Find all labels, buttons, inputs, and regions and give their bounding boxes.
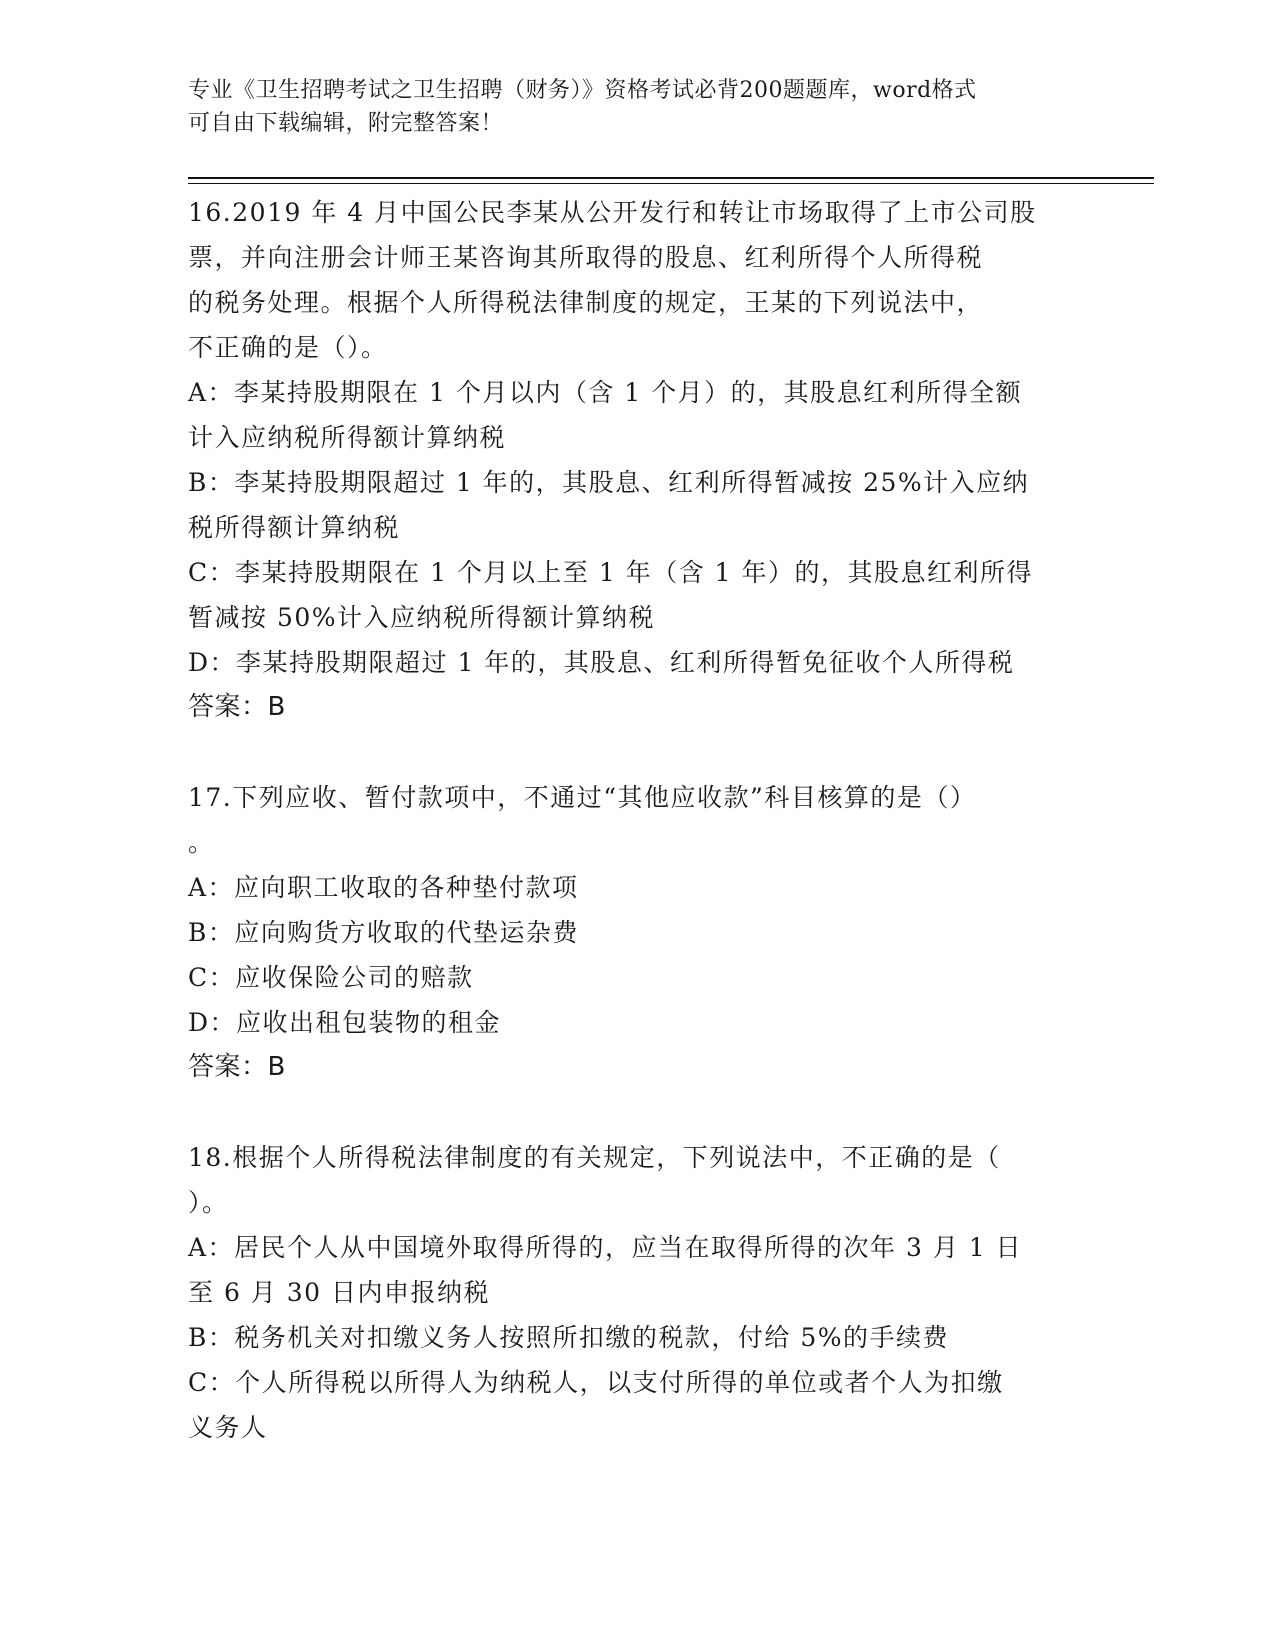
header-rule-thick <box>188 177 1154 179</box>
question-stem-line: 16.2019 年 4 月中国公民李某从公开发行和转让市场取得了上市公司股 <box>188 198 1037 227</box>
option-d-line: D：李某持股期限超过 1 年的，其股息、红利所得暂免征收个人所得税 <box>188 648 1015 677</box>
header-rule-thin <box>188 183 1154 184</box>
option-a-line: A：应向职工收取的各种垫付款项 <box>188 873 579 902</box>
question-16 <box>188 190 1088 730</box>
question-18 <box>188 1135 1088 1450</box>
question-spacer <box>188 730 1088 775</box>
option-b-line: 税所得额计算纳税 <box>188 513 401 542</box>
document-header <box>188 74 1088 140</box>
answer-label: 答案：B <box>188 692 286 722</box>
option-c-line: 暂减按 50%计入应纳税所得额计算纳税 <box>188 603 656 632</box>
header-line-1: 专业《卫生招聘考试之卫生招聘（财务）》资格考试必背200题题库，word格式 <box>188 78 977 103</box>
question-list <box>188 190 1088 1450</box>
option-c-line: C：应收保险公司的赔款 <box>188 963 474 992</box>
question-stem-line: ）。 <box>188 1188 229 1217</box>
option-c-line: 义务人 <box>188 1413 268 1442</box>
option-b-line: B：应向购货方收取的代垫运杂费 <box>188 918 579 947</box>
question-stem-line: 票，并向注册会计师王某咨询其所取得的股息、红利所得个人所得税 <box>188 243 984 272</box>
option-c-line: C：个人所得税以所得人为纳税人，以支付所得的单位或者个人为扣缴 <box>188 1368 1004 1397</box>
question-stem-line: 17.下列应收、暂付款项中，不通过“其他应收款”科目核算的是（） <box>188 783 977 812</box>
option-a-line: 至 6 月 30 日内申报纳税 <box>188 1278 491 1307</box>
option-a-line: A：居民个人从中国境外取得所得的，应当在取得所得的次年 3 月 1 日 <box>188 1233 1023 1262</box>
option-c-line: C：李某持股期限在 1 个月以上至 1 年（含 1 年）的，其股息红利所得 <box>188 558 1034 587</box>
question-spacer <box>188 1090 1088 1135</box>
question-stem-line: 18.根据个人所得税法律制度的有关规定，下列说法中，不正确的是（ <box>188 1143 1001 1172</box>
option-a-line: 计入应纳税所得额计算纳税 <box>188 423 507 452</box>
option-b-line: B：李某持股期限超过 1 年的，其股息、红利所得暂减按 25%计入应纳 <box>188 468 1030 497</box>
question-stem-line: 的税务处理。根据个人所得税法律制度的规定，王某的下列说法中， <box>188 288 984 317</box>
answer-label: 答案：B <box>188 1052 286 1082</box>
question-stem-line: 。 <box>188 828 215 857</box>
option-d-line: D：应收出租包装物的租金 <box>188 1008 502 1037</box>
option-a-line: A：李某持股期限在 1 个月以内（含 1 个月）的，其股息红利所得全额 <box>188 378 1023 407</box>
option-b-line: B：税务机关对扣缴义务人按照所扣缴的税款，付给 5%的手续费 <box>188 1323 949 1352</box>
header-line-2: 可自由下载编辑，附完整答案！ <box>188 111 504 136</box>
question-17 <box>188 775 1088 1090</box>
question-stem-line: 不正确的是（）。 <box>188 333 388 362</box>
